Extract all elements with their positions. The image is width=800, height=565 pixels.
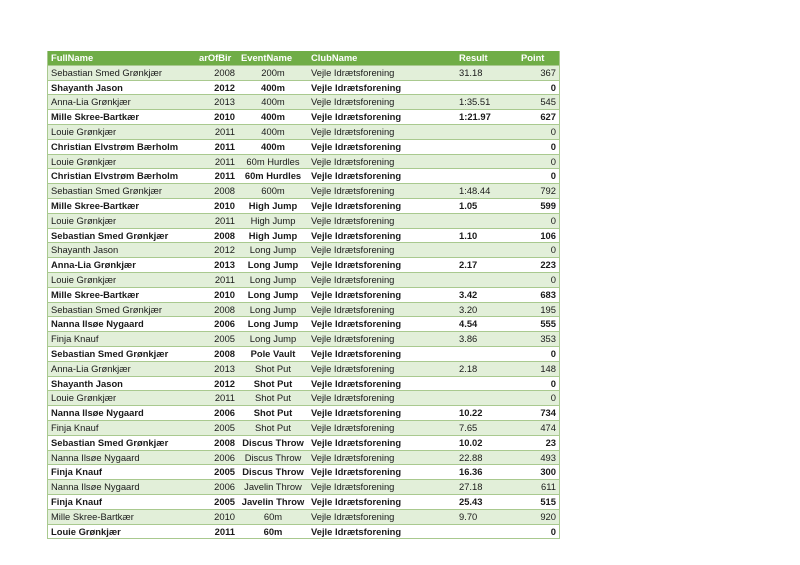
cell-club-name: Vejle Idrætsforening bbox=[308, 450, 456, 465]
cell-event-name: 400m bbox=[238, 110, 308, 125]
cell-fullname: Mille Skree-Bartkær bbox=[48, 509, 197, 524]
cell-event-name: Shot Put bbox=[238, 376, 308, 391]
cell-club-name: Vejle Idrætsforening bbox=[308, 169, 456, 184]
cell-event-name: Long Jump bbox=[238, 258, 308, 273]
cell-fullname: Nanna Ilsøe Nygaard bbox=[48, 317, 197, 332]
cell-year-of-birth: 2005 bbox=[196, 494, 238, 509]
cell-point: 23 bbox=[518, 435, 560, 450]
cell-point: 0 bbox=[518, 346, 560, 361]
cell-club-name: Vejle Idrætsforening bbox=[308, 258, 456, 273]
table-row bbox=[48, 302, 560, 317]
table-row bbox=[48, 184, 560, 199]
cell-fullname: Shayanth Jason bbox=[48, 243, 197, 258]
table-row bbox=[48, 154, 560, 169]
cell-year-of-birth: 2012 bbox=[196, 243, 238, 258]
cell-fullname: Finja Knauf bbox=[48, 420, 197, 435]
table-row bbox=[48, 228, 560, 243]
cell-result: 10.22 bbox=[456, 406, 518, 421]
cell-club-name: Vejle Idrætsforening bbox=[308, 420, 456, 435]
table-row bbox=[48, 272, 560, 287]
table-row bbox=[48, 435, 560, 450]
cell-fullname: Christian Elvstrøm Bærholm bbox=[48, 169, 197, 184]
cell-event-name: 600m bbox=[238, 184, 308, 199]
cell-point: 0 bbox=[518, 272, 560, 287]
cell-year-of-birth: 2008 bbox=[196, 435, 238, 450]
cell-result: 7.65 bbox=[456, 420, 518, 435]
cell-fullname: Louie Grønkjær bbox=[48, 391, 197, 406]
cell-year-of-birth: 2011 bbox=[196, 154, 238, 169]
table-row bbox=[48, 80, 560, 95]
cell-event-name: Javelin Throw bbox=[238, 494, 308, 509]
table-row bbox=[48, 332, 560, 347]
cell-club-name: Vejle Idrætsforening bbox=[308, 317, 456, 332]
cell-year-of-birth: 2010 bbox=[196, 198, 238, 213]
table-row bbox=[48, 509, 560, 524]
cell-result: 16.36 bbox=[456, 465, 518, 480]
cell-fullname: Sebastian Smed Grønkjær bbox=[48, 435, 197, 450]
cell-year-of-birth: 2005 bbox=[196, 465, 238, 480]
cell-club-name: Vejle Idrætsforening bbox=[308, 184, 456, 199]
cell-club-name: Vejle Idrætsforening bbox=[308, 198, 456, 213]
table-row bbox=[48, 95, 560, 110]
cell-fullname: Mille Skree-Bartkær bbox=[48, 110, 197, 125]
cell-year-of-birth: 2011 bbox=[196, 272, 238, 287]
cell-result: 1:48.44 bbox=[456, 184, 518, 199]
cell-result bbox=[456, 243, 518, 258]
cell-year-of-birth: 2013 bbox=[196, 95, 238, 110]
cell-result: 1.05 bbox=[456, 198, 518, 213]
cell-point: 367 bbox=[518, 65, 560, 80]
cell-year-of-birth: 2011 bbox=[196, 524, 238, 539]
cell-event-name: 400m bbox=[238, 80, 308, 95]
cell-point: 545 bbox=[518, 95, 560, 110]
cell-result: 10.02 bbox=[456, 435, 518, 450]
cell-year-of-birth: 2010 bbox=[196, 509, 238, 524]
cell-fullname: Louie Grønkjær bbox=[48, 213, 197, 228]
cell-club-name: Vejle Idrætsforening bbox=[308, 435, 456, 450]
cell-year-of-birth: 2008 bbox=[196, 228, 238, 243]
cell-year-of-birth: 2006 bbox=[196, 317, 238, 332]
cell-club-name: Vejle Idrætsforening bbox=[308, 65, 456, 80]
cell-result bbox=[456, 169, 518, 184]
cell-point: 0 bbox=[518, 154, 560, 169]
cell-event-name: High Jump bbox=[238, 213, 308, 228]
cell-club-name: Vejle Idrætsforening bbox=[308, 139, 456, 154]
cell-fullname: Shayanth Jason bbox=[48, 80, 197, 95]
cell-year-of-birth: 2008 bbox=[196, 65, 238, 80]
cell-result: 27.18 bbox=[456, 480, 518, 495]
cell-year-of-birth: 2011 bbox=[196, 169, 238, 184]
cell-club-name: Vejle Idrætsforening bbox=[308, 287, 456, 302]
cell-club-name: Vejle Idrætsforening bbox=[308, 465, 456, 480]
table-row bbox=[48, 65, 560, 80]
cell-result: 3.86 bbox=[456, 332, 518, 347]
cell-point: 0 bbox=[518, 124, 560, 139]
cell-fullname: Sebastian Smed Grønkjær bbox=[48, 228, 197, 243]
cell-point: 223 bbox=[518, 258, 560, 273]
table-row bbox=[48, 213, 560, 228]
cell-club-name: Vejle Idrætsforening bbox=[308, 509, 456, 524]
cell-year-of-birth: 2011 bbox=[196, 391, 238, 406]
cell-year-of-birth: 2008 bbox=[196, 184, 238, 199]
cell-result: 4.54 bbox=[456, 317, 518, 332]
cell-club-name: Vejle Idrætsforening bbox=[308, 228, 456, 243]
cell-point: 0 bbox=[518, 139, 560, 154]
cell-point: 195 bbox=[518, 302, 560, 317]
cell-year-of-birth: 2013 bbox=[196, 361, 238, 376]
cell-club-name: Vejle Idrætsforening bbox=[308, 154, 456, 169]
cell-event-name: Long Jump bbox=[238, 317, 308, 332]
cell-result bbox=[456, 524, 518, 539]
cell-year-of-birth: 2006 bbox=[196, 450, 238, 465]
cell-club-name: Vejle Idrætsforening bbox=[308, 480, 456, 495]
cell-event-name: Long Jump bbox=[238, 243, 308, 258]
cell-year-of-birth: 2012 bbox=[196, 80, 238, 95]
cell-point: 106 bbox=[518, 228, 560, 243]
cell-fullname: Shayanth Jason bbox=[48, 376, 197, 391]
cell-year-of-birth: 2010 bbox=[196, 110, 238, 125]
cell-result bbox=[456, 80, 518, 95]
table-row bbox=[48, 243, 560, 258]
cell-point: 0 bbox=[518, 376, 560, 391]
cell-club-name: Vejle Idrætsforening bbox=[308, 243, 456, 258]
table-row bbox=[48, 420, 560, 435]
cell-point: 920 bbox=[518, 509, 560, 524]
cell-point: 599 bbox=[518, 198, 560, 213]
table-row bbox=[48, 376, 560, 391]
cell-fullname: Mille Skree-Bartkær bbox=[48, 287, 197, 302]
cell-event-name: Long Jump bbox=[238, 287, 308, 302]
cell-event-name: Discus Throw bbox=[238, 450, 308, 465]
cell-fullname: Anna-Lia Grønkjær bbox=[48, 258, 197, 273]
table-row bbox=[48, 317, 560, 332]
cell-year-of-birth: 2012 bbox=[196, 376, 238, 391]
cell-fullname: Louie Grønkjær bbox=[48, 124, 197, 139]
header-row bbox=[48, 51, 560, 65]
cell-fullname: Sebastian Smed Grønkjær bbox=[48, 346, 197, 361]
cell-fullname: Anna-Lia Grønkjær bbox=[48, 95, 197, 110]
cell-club-name: Vejle Idrætsforening bbox=[308, 346, 456, 361]
cell-fullname: Finja Knauf bbox=[48, 494, 197, 509]
cell-year-of-birth: 2010 bbox=[196, 287, 238, 302]
cell-event-name: 60m bbox=[238, 524, 308, 539]
cell-point: 493 bbox=[518, 450, 560, 465]
cell-fullname: Mille Skree-Bartkær bbox=[48, 198, 197, 213]
cell-fullname: Sebastian Smed Grønkjær bbox=[48, 65, 197, 80]
cell-event-name: 200m bbox=[238, 65, 308, 80]
cell-point: 627 bbox=[518, 110, 560, 125]
cell-year-of-birth: 2006 bbox=[196, 480, 238, 495]
cell-point: 474 bbox=[518, 420, 560, 435]
cell-point: 734 bbox=[518, 406, 560, 421]
cell-club-name: Vejle Idrætsforening bbox=[308, 406, 456, 421]
cell-event-name: Long Jump bbox=[238, 302, 308, 317]
cell-club-name: Vejle Idrætsforening bbox=[308, 272, 456, 287]
cell-point: 555 bbox=[518, 317, 560, 332]
cell-result: 3.42 bbox=[456, 287, 518, 302]
cell-fullname: Louie Grønkjær bbox=[48, 524, 197, 539]
table-row bbox=[48, 465, 560, 480]
cell-event-name: 400m bbox=[238, 95, 308, 110]
table-row bbox=[48, 169, 560, 184]
cell-club-name: Vejle Idrætsforening bbox=[308, 361, 456, 376]
cell-result: 1:35.51 bbox=[456, 95, 518, 110]
cell-point: 611 bbox=[518, 480, 560, 495]
cell-club-name: Vejle Idrætsforening bbox=[308, 124, 456, 139]
cell-event-name: 60m Hurdles bbox=[238, 154, 308, 169]
table-row bbox=[48, 391, 560, 406]
cell-point: 683 bbox=[518, 287, 560, 302]
cell-result bbox=[456, 346, 518, 361]
cell-result: 9.70 bbox=[456, 509, 518, 524]
cell-year-of-birth: 2008 bbox=[196, 346, 238, 361]
cell-event-name: High Jump bbox=[238, 198, 308, 213]
table-row bbox=[48, 361, 560, 376]
cell-event-name: High Jump bbox=[238, 228, 308, 243]
cell-point: 792 bbox=[518, 184, 560, 199]
cell-point: 0 bbox=[518, 169, 560, 184]
table-row bbox=[48, 110, 560, 125]
cell-result: 3.20 bbox=[456, 302, 518, 317]
cell-fullname: Christian Elvstrøm Bærholm bbox=[48, 139, 197, 154]
cell-result bbox=[456, 139, 518, 154]
cell-event-name: 60m bbox=[238, 509, 308, 524]
table-row bbox=[48, 406, 560, 421]
cell-point: 0 bbox=[518, 80, 560, 95]
table-row bbox=[48, 287, 560, 302]
header-fullname: FullName bbox=[48, 51, 197, 65]
cell-fullname: Louie Grønkjær bbox=[48, 272, 197, 287]
cell-fullname: Sebastian Smed Grønkjær bbox=[48, 184, 197, 199]
cell-result bbox=[456, 154, 518, 169]
cell-club-name: Vejle Idrætsforening bbox=[308, 80, 456, 95]
cell-club-name: Vejle Idrætsforening bbox=[308, 391, 456, 406]
cell-point: 515 bbox=[518, 494, 560, 509]
cell-event-name: 60m Hurdles bbox=[238, 169, 308, 184]
cell-event-name: Shot Put bbox=[238, 406, 308, 421]
cell-event-name: Javelin Throw bbox=[238, 480, 308, 495]
table-row bbox=[48, 198, 560, 213]
results-table bbox=[47, 51, 560, 539]
cell-year-of-birth: 2013 bbox=[196, 258, 238, 273]
table-row bbox=[48, 450, 560, 465]
cell-result bbox=[456, 124, 518, 139]
cell-club-name: Vejle Idrætsforening bbox=[308, 376, 456, 391]
cell-result: 25.43 bbox=[456, 494, 518, 509]
table-row bbox=[48, 258, 560, 273]
header-event-name: EventName bbox=[238, 51, 308, 65]
cell-club-name: Vejle Idrætsforening bbox=[308, 524, 456, 539]
cell-result bbox=[456, 376, 518, 391]
cell-result: 1:21.97 bbox=[456, 110, 518, 125]
cell-club-name: Vejle Idrætsforening bbox=[308, 213, 456, 228]
cell-result bbox=[456, 272, 518, 287]
cell-point: 0 bbox=[518, 213, 560, 228]
cell-fullname: Finja Knauf bbox=[48, 332, 197, 347]
cell-event-name: Long Jump bbox=[238, 332, 308, 347]
header-result: Result bbox=[456, 51, 518, 65]
cell-event-name: Pole Vault bbox=[238, 346, 308, 361]
header-point: Point bbox=[518, 51, 560, 65]
cell-club-name: Vejle Idrætsforening bbox=[308, 95, 456, 110]
cell-event-name: Discus Throw bbox=[238, 435, 308, 450]
cell-event-name: Shot Put bbox=[238, 361, 308, 376]
cell-result: 2.17 bbox=[456, 258, 518, 273]
header-club-name: ClubName bbox=[308, 51, 456, 65]
table-row bbox=[48, 480, 560, 495]
cell-event-name: Discus Throw bbox=[238, 465, 308, 480]
cell-result: 31.18 bbox=[456, 65, 518, 80]
cell-result: 2.18 bbox=[456, 361, 518, 376]
cell-fullname: Nanna Ilsøe Nygaard bbox=[48, 480, 197, 495]
cell-fullname: Louie Grønkjær bbox=[48, 154, 197, 169]
cell-point: 0 bbox=[518, 243, 560, 258]
cell-event-name: 400m bbox=[238, 139, 308, 154]
cell-result bbox=[456, 391, 518, 406]
cell-year-of-birth: 2011 bbox=[196, 124, 238, 139]
table-row bbox=[48, 524, 560, 539]
cell-result: 1.10 bbox=[456, 228, 518, 243]
cell-fullname: Nanna Ilsøe Nygaard bbox=[48, 450, 197, 465]
cell-year-of-birth: 2005 bbox=[196, 420, 238, 435]
cell-event-name: Shot Put bbox=[238, 420, 308, 435]
table-row bbox=[48, 346, 560, 361]
cell-fullname: Nanna Ilsøe Nygaard bbox=[48, 406, 197, 421]
cell-point: 353 bbox=[518, 332, 560, 347]
cell-year-of-birth: 2011 bbox=[196, 213, 238, 228]
cell-event-name: Long Jump bbox=[238, 272, 308, 287]
header-year-of-birth: arOfBir bbox=[196, 51, 238, 65]
cell-result: 22.88 bbox=[456, 450, 518, 465]
cell-point: 300 bbox=[518, 465, 560, 480]
cell-club-name: Vejle Idrætsforening bbox=[308, 494, 456, 509]
table-body bbox=[48, 65, 560, 539]
cell-event-name: Shot Put bbox=[238, 391, 308, 406]
cell-point: 148 bbox=[518, 361, 560, 376]
cell-point: 0 bbox=[518, 524, 560, 539]
cell-fullname: Sebastian Smed Grønkjær bbox=[48, 302, 197, 317]
table-row bbox=[48, 494, 560, 509]
cell-fullname: Finja Knauf bbox=[48, 465, 197, 480]
cell-year-of-birth: 2005 bbox=[196, 332, 238, 347]
cell-year-of-birth: 2008 bbox=[196, 302, 238, 317]
cell-club-name: Vejle Idrætsforening bbox=[308, 332, 456, 347]
table-row bbox=[48, 139, 560, 154]
cell-year-of-birth: 2011 bbox=[196, 139, 238, 154]
cell-point: 0 bbox=[518, 391, 560, 406]
cell-event-name: 400m bbox=[238, 124, 308, 139]
cell-club-name: Vejle Idrætsforening bbox=[308, 110, 456, 125]
cell-result bbox=[456, 213, 518, 228]
cell-fullname: Anna-Lia Grønkjær bbox=[48, 361, 197, 376]
cell-club-name: Vejle Idrætsforening bbox=[308, 302, 456, 317]
table-row bbox=[48, 124, 560, 139]
cell-year-of-birth: 2006 bbox=[196, 406, 238, 421]
